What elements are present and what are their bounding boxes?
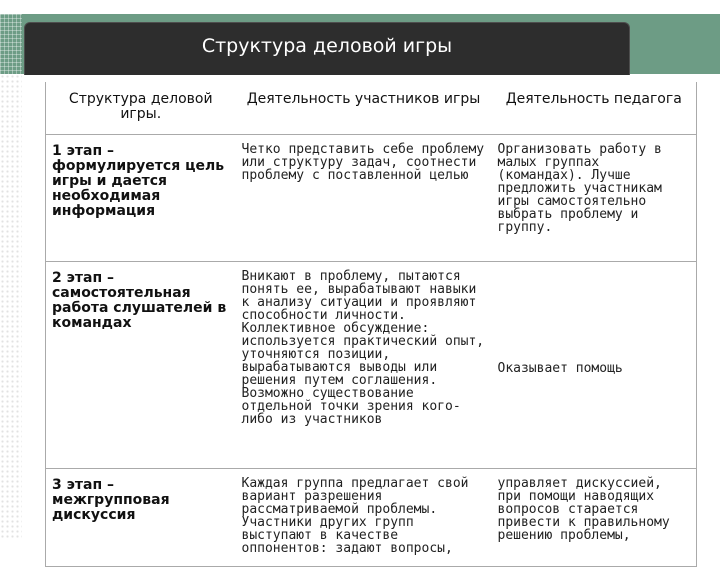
stage-cell: 3 этап – межгрупповая дискуссия (46, 468, 236, 566)
teacher-cell: Оказывает помощь (492, 261, 697, 468)
table-row (46, 134, 697, 261)
participants-cell: Вникают в проблему, пытаются понять ее, вырабатывают навыки к анализу ситуации и проявляют способности личности. Коллективное обсуждение: используется практический опыт, уточняются позиции, вырабатываются выводы или решения путем соглашения. Возможно существование отдельной точки зрения кого-либо из участников (236, 261, 492, 468)
teacher-cell: Организовать работу в малых группах (командах). Лучше предложить участникам игры самостоятельно выбрать проблему и группу. (492, 134, 697, 261)
stage-cell: 2 этап – самостоятельная работа слушателей в командах (46, 261, 236, 468)
page-title: Структура деловой игры (201, 35, 453, 57)
header-structure: Структура деловой игры. (46, 82, 236, 134)
decorative-grid (0, 14, 22, 74)
table-row (46, 468, 697, 566)
game-structure-table (45, 82, 697, 567)
header-teacher: Деятельность педагога (492, 82, 697, 134)
teacher-cell: управляет дискуссией, при помощи наводящих вопросов старается привести к правильному решению проблемы, (492, 468, 697, 566)
title-box (24, 22, 630, 75)
table-row (46, 261, 697, 468)
participants-cell: Каждая группа предлагает свой вариант разрешения рассматриваемой проблемы. Участники других групп выступают в качестве оппонентов: задают вопросы, (236, 468, 492, 566)
header-participants: Деятельность участников игры (236, 82, 492, 134)
decorative-dots (0, 74, 22, 540)
table-header-row (46, 82, 697, 134)
stage-cell: 1 этап – формулируется цель игры и дается необходимая информация (46, 134, 236, 261)
participants-cell: Четко представить себе проблему или структуру задач, соотнести проблему с поставленной целью (236, 134, 492, 261)
